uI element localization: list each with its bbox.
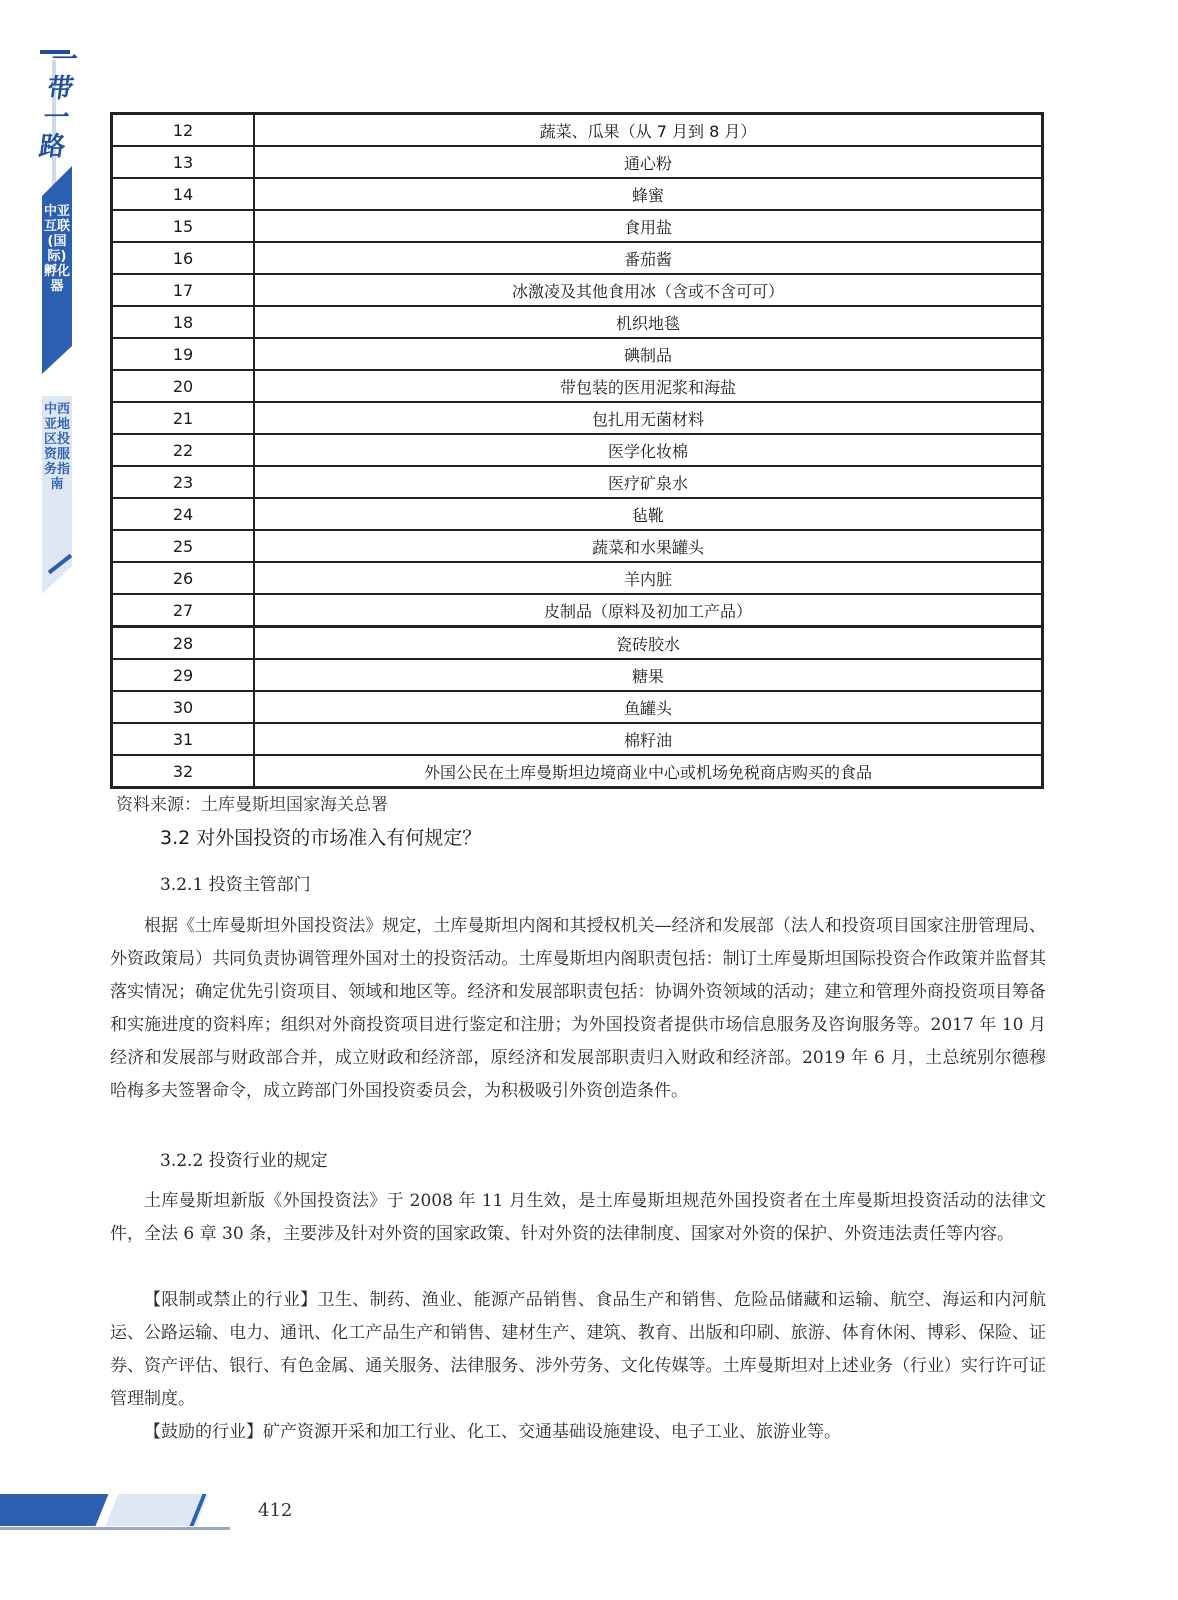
table-row: [112, 562, 1043, 594]
row-number: 15: [112, 210, 255, 242]
page-number: 412: [258, 1500, 293, 1521]
footer-line: [0, 1527, 230, 1530]
table-row: [112, 370, 1043, 402]
goods-table-body: [112, 114, 1043, 788]
row-number: 18: [112, 306, 255, 338]
row-number: 14: [112, 178, 255, 210]
row-number: 16: [112, 242, 255, 274]
row-item: 番茄酱: [254, 242, 1043, 274]
row-number: 25: [112, 530, 255, 562]
table-row: [112, 274, 1043, 306]
source-note: 资料来源：土库曼斯坦国家海关总署: [116, 795, 388, 815]
row-number: 24: [112, 498, 255, 530]
goods-table: [110, 112, 1044, 789]
paragraph-encouraged: 【鼓励的行业】矿产资源开采和加工行业、化工、交通基础设施建设、电子工业、旅游业等。: [144, 1422, 841, 1442]
table-row: [112, 627, 1043, 660]
band-wedge-top: [42, 166, 72, 196]
row-number: 28: [112, 627, 255, 660]
table-row: [112, 659, 1043, 691]
table-row: [112, 242, 1043, 274]
logo-char: 一: [49, 45, 80, 75]
row-number: 13: [112, 146, 255, 178]
row-item: 皮制品（原料及初加工产品）: [254, 594, 1043, 627]
row-item: 糖果: [254, 659, 1043, 691]
row-item: 蔬菜、瓜果（从 7 月到 8 月）: [254, 114, 1043, 147]
table-row: [112, 306, 1043, 338]
row-number: 17: [112, 274, 255, 306]
paragraph-law: 土库曼斯坦新版《外国投资法》于 2008 年 11 月生效，是土库曼斯坦规范外国投资者在土库曼斯坦投资活动的法律文件，全法 6 章 30 条，主要涉及针对外资的国家政策、针对外资的法律制度、国家对外资的保护、外资违法责任等内容。: [110, 1191, 1046, 1244]
paragraph-restricted: 【限制或禁止的行业】卫生、制药、渔业、能源产品销售、食品生产和销售、危险品储藏和运输、航空、海运和内河航运、公路运输、电力、通讯、化工产品生产和销售、建材生产、建筑、教育、出版和印刷、旅游、体育休闲、博彩、保险、证券、资产评估、银行、有色金属、通关服务、法律服务、涉外劳务、文化传媒等。土库曼斯坦对上述业务（行业）实行许可证管理制度。: [110, 1290, 1046, 1409]
row-item: 外国公民在土库曼斯坦边境商业中心或机场免税商店购买的食品: [254, 755, 1043, 788]
logo-char: 一: [41, 103, 72, 133]
row-number: 23: [112, 466, 255, 498]
row-item: 医疗矿泉水: [254, 466, 1043, 498]
row-item: 瓷砖胶水: [254, 627, 1043, 660]
paragraph-authority: 根据《土库曼斯坦外国投资法》规定，土库曼斯坦内阁和其授权机关—经济和发展部（法人和投资项目国家注册管理局、外资政策局）共同负责协调管理外国对土的投资活动。土库曼斯坦内阁职责包括：制订土库曼斯坦国际投资合作政策并监督其落实情况；确定优先引资项目、领域和地区等。经济和发展部职责包括：协调外资领域的活动；建立和管理外商投资项目筹备和实施进度的资料库；组织对外商投资项目进行鉴定和注册；为外国投资者提供市场信息服务及咨询服务等。2017 年 10 月经济和发展部与财政部合并，成立财政和经济部，原经济和发展部职责归入财政和经济部。2019 年 6 月，土总统别尔德穆哈梅多夫签署命令，成立跨部门外国投资委员会，为积极吸引外资创造条件。: [110, 916, 1046, 1101]
logo-char: 路: [37, 132, 68, 162]
row-item: 棉籽油: [254, 723, 1043, 755]
row-number: 12: [112, 114, 255, 147]
row-number: 22: [112, 434, 255, 466]
row-item: 机织地毯: [254, 306, 1043, 338]
table-row: [112, 114, 1043, 147]
row-item: 羊内脏: [254, 562, 1043, 594]
row-number: 29: [112, 659, 255, 691]
band-wedge-bottom: [42, 566, 72, 594]
table-row: [112, 338, 1043, 370]
section-heading: 3.2 对外国投资的市场准入有何规定？: [160, 827, 482, 849]
sub-heading-authority: 3.2.1 投资主管部门: [160, 875, 311, 895]
side-label-guide: 中西亚地区投资服务指南: [43, 402, 70, 492]
row-item: 蔬菜和水果罐头: [254, 530, 1043, 562]
row-item: 食用盐: [254, 210, 1043, 242]
table-row: [112, 146, 1043, 178]
row-number: 27: [112, 594, 255, 627]
table-row: [112, 691, 1043, 723]
row-number: 26: [112, 562, 255, 594]
table-row: [112, 210, 1043, 242]
table-row: [112, 402, 1043, 434]
table-row: [112, 723, 1043, 755]
row-item: 毡靴: [254, 498, 1043, 530]
row-item: 鱼罐头: [254, 691, 1043, 723]
row-item: 包扎用无菌材料: [254, 402, 1043, 434]
row-number: 21: [112, 402, 255, 434]
table-row: [112, 498, 1043, 530]
footer-stripe: [0, 1494, 108, 1526]
table-row: [112, 434, 1043, 466]
side-label-incubator: 中亚互联(国际)孵化器: [43, 204, 70, 294]
row-number: 31: [112, 723, 255, 755]
row-number: 30: [112, 691, 255, 723]
table-row: [112, 178, 1043, 210]
table-row: [112, 530, 1043, 562]
sub-heading-industry: 3.2.2 投资行业的规定: [160, 1151, 328, 1171]
row-item: 通心粉: [254, 146, 1043, 178]
row-item: 碘制品: [254, 338, 1043, 370]
row-number: 32: [112, 755, 255, 788]
row-item: 医学化妆棉: [254, 434, 1043, 466]
table-row: [112, 466, 1043, 498]
row-item: 冰激凌及其他食用冰（含或不含可可）: [254, 274, 1043, 306]
row-item: 带包装的医用泥浆和海盐: [254, 370, 1043, 402]
row-number: 20: [112, 370, 255, 402]
table-row: [112, 594, 1043, 627]
logo-char: 带: [45, 74, 76, 104]
table-row: [112, 755, 1043, 788]
band-wedge-bottom: [42, 346, 72, 374]
row-number: 19: [112, 338, 255, 370]
row-item: 蜂蜜: [254, 178, 1043, 210]
belt-road-logo: [26, 46, 91, 166]
